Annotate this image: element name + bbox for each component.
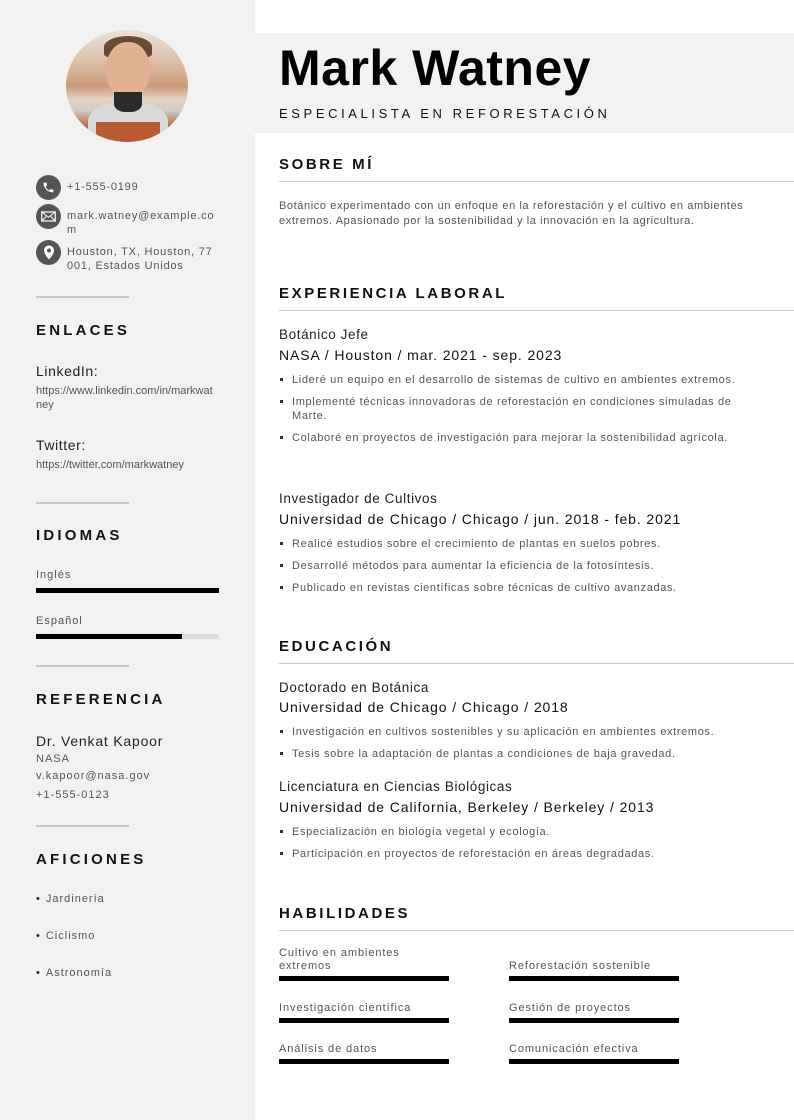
skill-level-bar [509, 1059, 679, 1064]
degree-details: Universidad de Chicago / Chicago / 2018 [279, 699, 569, 715]
sidebar-divider [36, 296, 129, 298]
job-bullet: Desarrollé métodos para aumentar la eficiencia de la fotosíntesis. [279, 559, 769, 573]
language-level-fill [36, 588, 219, 593]
twitter-url[interactable]: https://twitter.com/markwatney [36, 459, 184, 471]
job-bullet: Realicé estudios sobre el crecimiento de plantas en suelos pobres. [279, 537, 769, 551]
job-bullets [279, 537, 769, 603]
section-divider [279, 930, 794, 931]
hobby-item: • Jardinería [36, 893, 105, 905]
job-details: NASA / Houston / mar. 2021 - sep. 2023 [279, 347, 563, 363]
degree-bullet: Participación en proyectos de reforestación en áreas degradadas. [279, 847, 769, 861]
skill-name: Cultivo en ambientes extremos [279, 947, 400, 972]
skill-name: Investigación científica [279, 1002, 412, 1014]
job-bullet: Lideré un equipo en el desarrollo de sistemas de cultivo en ambientes extremos. [279, 373, 769, 387]
sidebar-divider [36, 665, 129, 667]
language-level-bar [36, 634, 219, 639]
reference-name: Dr. Venkat Kapoor [36, 733, 164, 749]
skill-level-bar [279, 1059, 449, 1064]
job-bullet: Implementé técnicas innovadoras de reforestación en condiciones simuladas de Marte. [279, 395, 769, 423]
languages-heading: IDIOMAS [36, 527, 123, 544]
skill-item [279, 989, 449, 1023]
job-bullets [279, 373, 769, 453]
envelope-icon [36, 204, 61, 229]
photo-face [106, 42, 150, 98]
sidebar-divider [36, 502, 129, 504]
about-text: Botánico experimentado con un enfoque en la reforestación y el cultivo en ambientes extremos. Apasionado por la sostenibilidad y la innovación en la agricultura. [279, 200, 744, 227]
address-text: Houston, TX, Houston, 77001, Estados Unidos [67, 246, 213, 272]
sidebar-divider [36, 825, 129, 827]
reference-heading: REFERENCIA [36, 691, 166, 708]
skill-level-fill [279, 1018, 449, 1023]
skill-level-fill [509, 1018, 679, 1023]
degree-title: Licenciatura en Ciencias Biológicas [279, 779, 513, 794]
hobby-item: • Ciclismo [36, 930, 95, 942]
skill-level-bar [509, 976, 679, 981]
skills-heading: HABILIDADES [279, 905, 411, 922]
contact-phone [36, 175, 216, 200]
skill-level-fill [509, 976, 679, 981]
job-role: Investigador de Cultivos [279, 491, 438, 506]
skill-level-bar [279, 1018, 449, 1023]
skill-item [279, 947, 449, 981]
section-divider [279, 663, 794, 664]
phone-text: +1-555-0199 [67, 181, 139, 193]
profile-photo [66, 30, 188, 142]
skill-item [279, 1030, 449, 1064]
job-role: Botánico Jefe [279, 327, 369, 342]
linkedin-url[interactable]: https://www.linkedin.com/in/markwatney [36, 385, 213, 411]
job-bullet: Colaboré en proyectos de investigación para mejorar la sostenibilidad agrícola. [279, 431, 769, 445]
phone-icon [36, 175, 61, 200]
degree-bullets [279, 825, 769, 869]
degree-title: Doctorado en Botánica [279, 680, 429, 695]
photo-neck [114, 92, 142, 112]
about-heading: SOBRE MÍ [279, 156, 374, 173]
section-divider [279, 181, 794, 182]
degree-bullets [279, 725, 769, 769]
skill-item [509, 947, 679, 981]
degree-bullet: Investigación en cultivos sostenibles y su aplicación en ambientes extremos. [279, 725, 769, 739]
job-title: ESPECIALISTA EN REFORESTACIÓN [279, 106, 611, 121]
reference-company: NASA [36, 753, 70, 765]
contact-address [36, 240, 216, 273]
reference-email[interactable]: v.kapoor@nasa.gov [36, 770, 151, 782]
candidate-name: Mark Watney [279, 40, 592, 96]
twitter-label: Twitter: [36, 437, 86, 453]
degree-bullet: Tesis sobre la adaptación de plantas a condiciones de baja gravedad. [279, 747, 769, 761]
skill-item [509, 1030, 679, 1064]
skill-level-fill [279, 1059, 449, 1064]
language-level-bar [36, 588, 219, 593]
skill-level-bar [279, 976, 449, 981]
section-divider [279, 310, 794, 311]
experience-heading: EXPERIENCIA LABORAL [279, 285, 508, 302]
skill-name: Análisis de datos [279, 1043, 378, 1055]
reference-phone: +1-555-0123 [36, 789, 110, 801]
links-heading: ENLACES [36, 322, 131, 339]
language-level-fill [36, 634, 182, 639]
skill-level-fill [509, 1059, 679, 1064]
skill-name: Comunicación efectiva [509, 1043, 639, 1055]
skill-item [509, 989, 679, 1023]
degree-bullet: Especialización en biología vegetal y ecología. [279, 825, 769, 839]
job-details: Universidad de Chicago / Chicago / jun. 2018 - feb. 2021 [279, 511, 682, 527]
linkedin-label: LinkedIn: [36, 363, 99, 379]
sidebar [0, 0, 255, 1120]
skill-name: Reforestación sostenible [509, 960, 652, 972]
email-link[interactable]: mark.watney@example.com [67, 210, 215, 236]
location-pin-icon [36, 240, 61, 265]
photo-suit [96, 122, 160, 142]
language-name: Inglés [36, 569, 72, 581]
contact-email [36, 204, 216, 237]
skill-level-bar [509, 1018, 679, 1023]
degree-details: Universidad de California, Berkeley / Berkeley / 2013 [279, 799, 655, 815]
hobby-item: • Astronomía [36, 967, 112, 979]
language-name: Español [36, 615, 83, 627]
hobbies-heading: AFICIONES [36, 851, 147, 868]
job-bullet: Publicado en revistas científicas sobre técnicas de cultivo avanzadas. [279, 581, 769, 595]
skill-name: Gestión de proyectos [509, 1002, 631, 1014]
skill-level-fill [279, 976, 449, 981]
education-heading: EDUCACIÓN [279, 638, 394, 655]
